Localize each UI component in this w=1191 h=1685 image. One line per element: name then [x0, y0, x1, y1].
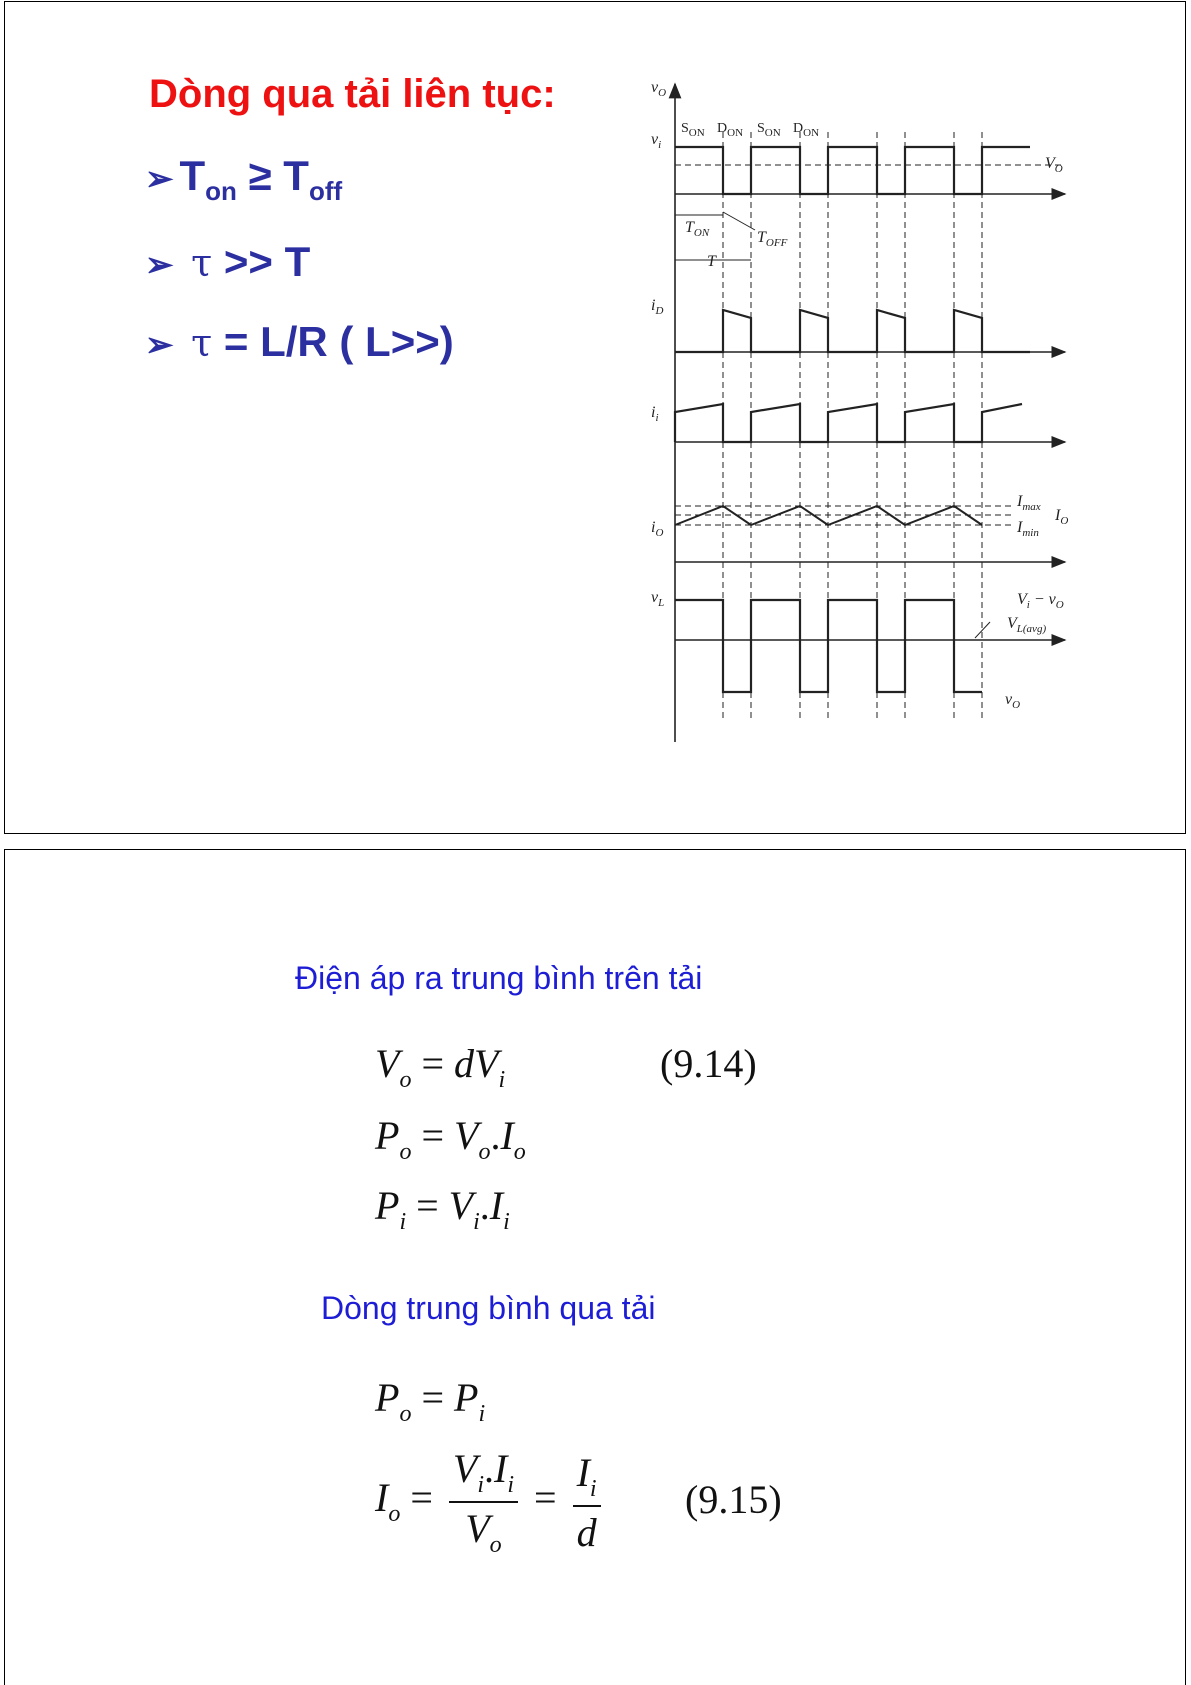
heading-avg-current: Dòng trung bình qua tải: [321, 1290, 656, 1326]
waveform-diagram: [645, 72, 1085, 742]
bullet-text: ≥ T: [236, 152, 309, 199]
label-d-on-2: $D_{ON}$: [793, 121, 820, 139]
label-vo-bottom: $v_O$: [1005, 691, 1021, 711]
label-vl-avg: $V_{L(avg)}$: [1007, 615, 1047, 635]
label-vi: $v_i$: [651, 131, 662, 151]
fraction-ii-over-d: $\frac{I_i}{d}$: [573, 1449, 601, 1556]
bullet-sub: on: [205, 176, 237, 206]
bullet-text: T: [179, 152, 206, 199]
vi-waveform: [675, 147, 1030, 194]
arrow-bullet-icon: ➢: [145, 246, 174, 284]
toff-leader: [723, 212, 755, 230]
label-vo-level: $V_O$: [1045, 155, 1063, 175]
bullet-tau-gg-t: [145, 238, 310, 286]
label-t: T: [707, 253, 716, 270]
time-guides: [723, 132, 982, 722]
equation-9-15: $I_o$ = $\frac{V_i.I_i}{V_o}$ = $\frac{I_i}{d}$: [375, 1445, 607, 1559]
bullet-sub: off: [308, 176, 343, 206]
vl-waveform: [675, 600, 982, 692]
label-id: $i_D$: [651, 297, 664, 317]
label-imax: $I_{max}$: [1017, 493, 1041, 513]
label-d-on-1: $D_{ON}$: [717, 121, 744, 139]
label-s-on-1: $S_{ON}$: [681, 121, 705, 139]
label-io-avg: $I_O$: [1055, 507, 1069, 527]
bullet-text: = L/R ( L>>): [212, 318, 454, 365]
label-imin: $I_{min}$: [1017, 519, 1039, 539]
slide-1: [4, 1, 1186, 834]
arrow-bullet-icon: ➢: [145, 160, 174, 198]
equation-number-9-14: (9.14): [660, 1041, 757, 1086]
equation-number-9-15: (9.15): [685, 1477, 782, 1522]
tau-symbol: τ: [191, 241, 213, 285]
equation-po: $P_o = V_o.I_o$: [375, 1113, 526, 1165]
heading-avg-voltage: Điện áp ra trung bình trên tải: [295, 960, 703, 996]
tau-symbol: τ: [191, 321, 213, 365]
equation-9-14: $V_o = dV_i$: [375, 1041, 506, 1093]
equation-pi: $P_i = V_i.I_i$: [375, 1183, 510, 1235]
label-ii: $i_i$: [651, 404, 659, 424]
equation-po-pi: $P_o = P_i$: [375, 1375, 486, 1427]
id-waveform: [675, 310, 1030, 352]
ii-waveform: [675, 404, 1022, 442]
label-toff: $T_{OFF}$: [757, 229, 788, 249]
bullet-text: >> T: [212, 238, 311, 285]
slide-2: [4, 849, 1186, 1685]
bullet-ton-toff: [145, 152, 342, 207]
fraction-vi-ii-over-vo: $\frac{V_i.I_i}{V_o}$: [449, 1445, 518, 1559]
arrow-bullet-icon: ➢: [145, 326, 174, 364]
label-vl: $v_L$: [651, 589, 665, 609]
bullet-tau-lr: [145, 318, 454, 366]
label-s-on-2: $S_{ON}$: [757, 121, 781, 139]
label-io: $i_O$: [651, 519, 664, 539]
slide-title: Dòng qua tải liên tục:: [149, 72, 556, 116]
label-vo-axis: $v_O$: [651, 79, 667, 99]
label-vi-minus-vo: $V_i - v_O$: [1017, 591, 1064, 611]
label-ton: $T_{ON}$: [685, 219, 710, 239]
